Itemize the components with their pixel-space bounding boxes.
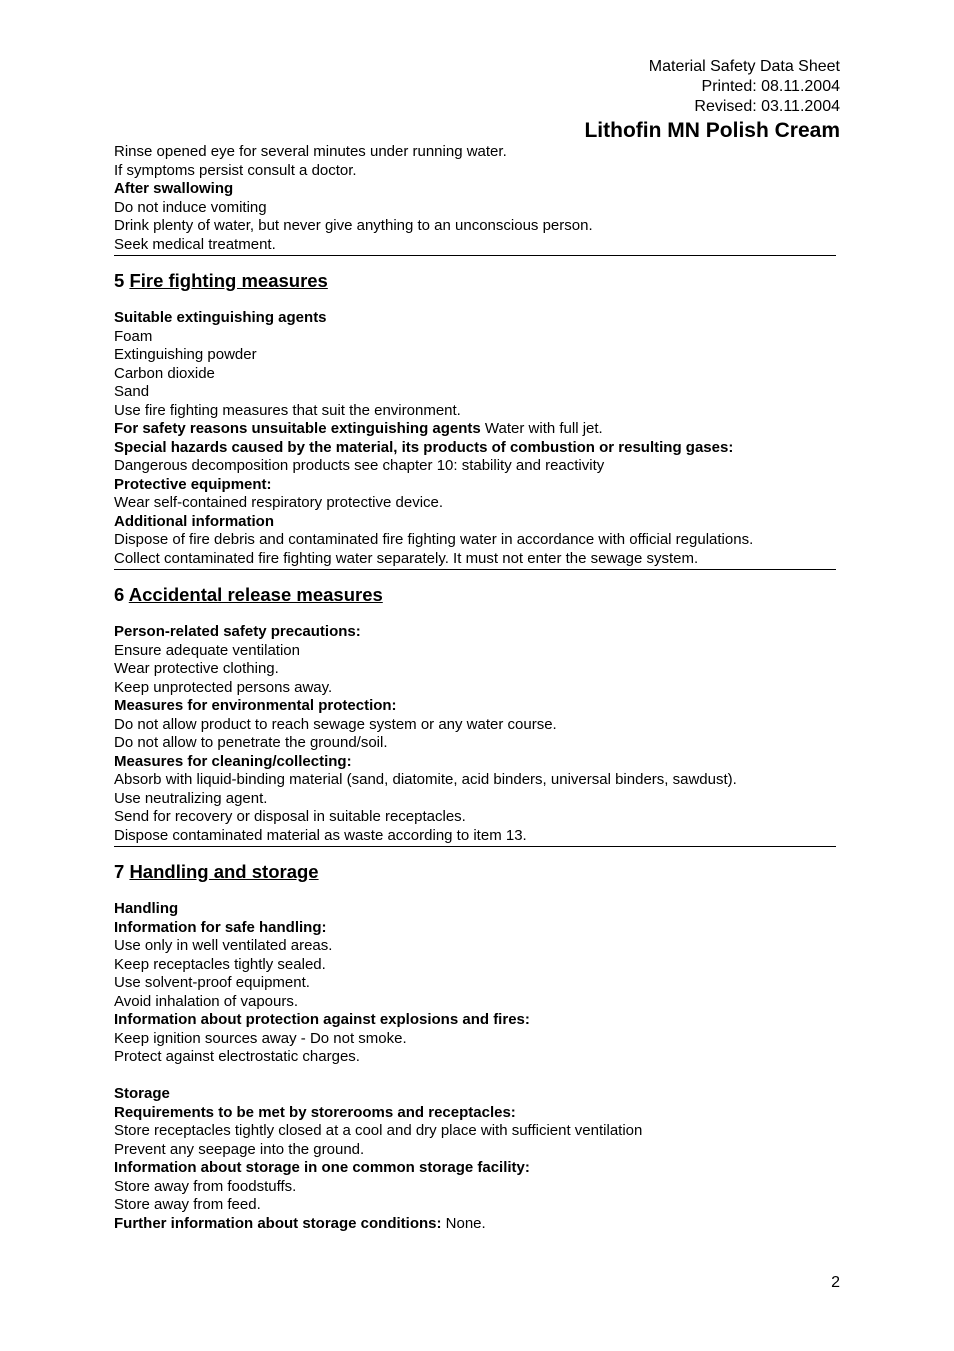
intro-line: Rinse opened eye for several minutes under running water.: [114, 143, 507, 160]
section-number: 7: [114, 861, 125, 882]
subheading: Special hazards caused by the material, its products of combustion or resulting gases:: [114, 438, 734, 456]
text-line: Ensure adequate ventilation: [114, 641, 300, 659]
section-number: 5: [114, 270, 125, 291]
text-line: Use only in well ventilated areas.: [114, 937, 333, 954]
text-line: Prevent any seepage into the ground.: [114, 1140, 365, 1158]
text-line: Protect against electrostatic charges.: [114, 1048, 360, 1065]
subheading: Additional information: [114, 512, 274, 530]
subsection-heading-handling: Handling: [114, 900, 179, 917]
section-5-title: [114, 270, 836, 292]
subheading: Further information about storage conditions:: [114, 1214, 442, 1232]
text-line: Sand: [114, 383, 150, 400]
inline-text: Water with full jet.: [480, 420, 603, 437]
text-line: Wear protective clothing.: [114, 660, 279, 677]
section-divider: [114, 846, 836, 847]
subheading: Person-related safety precautions:: [114, 623, 361, 640]
subheading: Measures for cleaning/collecting:: [114, 752, 352, 770]
subheading: Protective equipment:: [114, 475, 272, 493]
section-number: 6: [114, 584, 125, 605]
subheading: Requirements to be met by storerooms and receptacles:: [114, 1103, 516, 1121]
subheading: For safety reasons unsuitable extinguishing agents: [114, 420, 481, 437]
document-type: Material Safety Data Sheet: [648, 58, 840, 75]
text-line: Keep ignition sources away - Do not smoke.: [114, 1029, 407, 1047]
section-divider: [114, 255, 836, 256]
text-line: Dispose of fire debris and contaminated fire fighting water in accordance with official regulations.: [114, 531, 754, 548]
subsection-heading-storage: Storage: [114, 1085, 170, 1102]
text-line: Avoid inhalation of vapours.: [114, 992, 299, 1010]
inline-text: None.: [441, 1214, 486, 1232]
text-line: Do not allow to penetrate the ground/soil.: [114, 734, 388, 751]
paragraph-gap: [114, 1067, 836, 1086]
intro-line: Drink plenty of water, but never give anything to an unconscious person.: [114, 217, 593, 234]
text-line: Keep receptacles tightly sealed.: [114, 955, 326, 973]
intro-line: If symptoms persist consult a doctor.: [114, 161, 357, 179]
text-line: Send for recovery or disposal in suitable receptacles.: [114, 808, 466, 825]
intro-line: Seek medical treatment.: [114, 235, 276, 253]
text-line: Extinguishing powder: [114, 346, 257, 363]
section-divider: [114, 569, 836, 570]
text-line: Absorb with liquid-binding material (sand, diatomite, acid binders, universal binders, sawdust).: [114, 771, 737, 788]
page-header: [584, 57, 840, 144]
revised-date: Revised: 03.11.2004: [694, 98, 840, 115]
document-body: [114, 143, 836, 1233]
text-line: Wear self-contained respiratory protective device.: [114, 494, 444, 511]
text-line: Collect contaminated fire fighting water separately. It must not enter the sewage system.: [114, 549, 699, 567]
subheading: Information about protection against explosions and fires:: [114, 1011, 530, 1028]
text-line: Store receptacles tightly closed at a cool and dry place with sufficient ventilation: [114, 1122, 643, 1139]
text-line: Do not allow product to reach sewage system or any water course.: [114, 715, 557, 733]
text-line: Use fire fighting measures that suit the environment.: [114, 401, 461, 419]
subheading: Suitable extinguishing agents: [114, 309, 327, 326]
text-line: Store away from foodstuffs.: [114, 1177, 297, 1195]
subheading: Measures for environmental protection:: [114, 697, 397, 714]
product-title: Lithofin MN Polish Cream: [584, 119, 840, 142]
text-line: Store away from feed.: [114, 1196, 261, 1213]
subheading: Information about storage in one common storage facility:: [114, 1159, 530, 1176]
printed-date: Printed: 08.11.2004: [701, 78, 840, 95]
text-line: Carbon dioxide: [114, 364, 215, 382]
text-line: Dangerous decomposition products see chapter 10: stability and reactivity: [114, 457, 605, 474]
section-6-title: [114, 584, 836, 606]
section-7-title: [114, 861, 836, 883]
text-line: Foam: [114, 327, 153, 345]
page-number: 2: [831, 1274, 840, 1291]
text-line: Dispose contaminated material as waste according to item 13.: [114, 826, 527, 844]
text-line: Keep unprotected persons away.: [114, 678, 333, 696]
section-title-text: Handling and storage: [129, 861, 319, 882]
section-title-text: Accidental release measures: [128, 584, 383, 605]
intro-line: Do not induce vomiting: [114, 198, 267, 216]
subheading: Information for safe handling:: [114, 918, 327, 936]
subheading-after-swallowing: After swallowing: [114, 180, 234, 197]
text-line: Use neutralizing agent.: [114, 789, 268, 807]
section-title-text: Fire fighting measures: [129, 270, 328, 291]
text-line: Use solvent-proof equipment.: [114, 974, 310, 991]
